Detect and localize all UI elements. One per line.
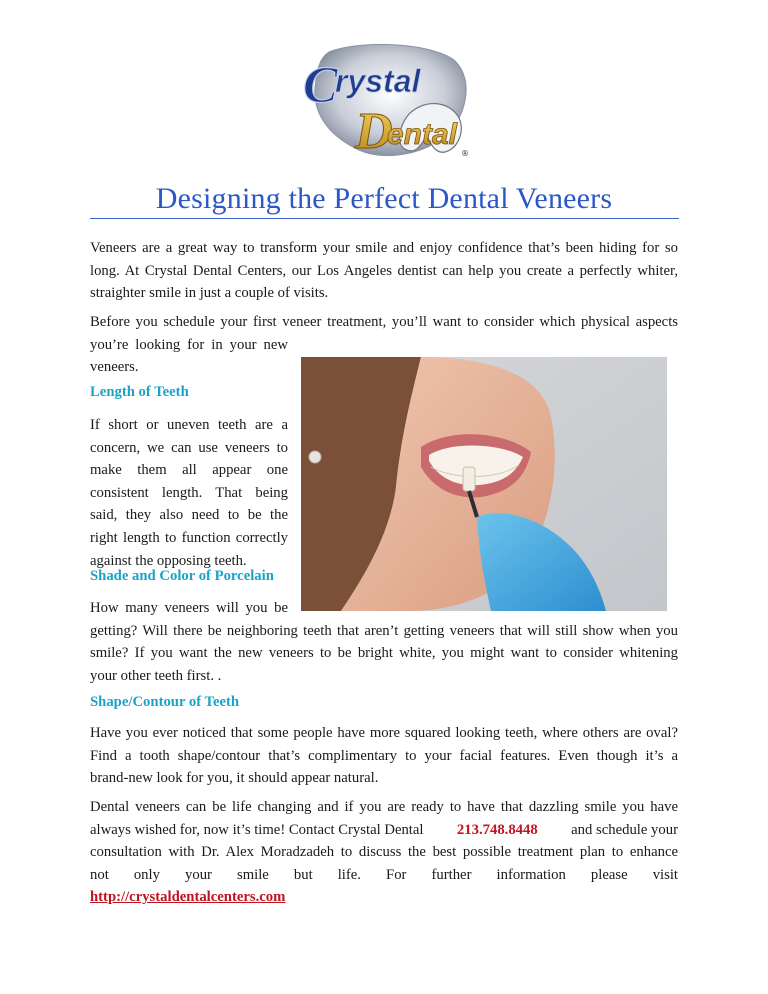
closing-line-1: Dental veneers can be life changing and if you are ready to have that dazzling smile you have bbox=[90, 799, 678, 815]
before-line-2: you’re looking for in your new bbox=[90, 336, 288, 353]
logo-registered-mark: ® bbox=[461, 149, 469, 158]
phone-number[interactable]: 213.748.8448 bbox=[456, 821, 538, 838]
closing-line-2-end: and schedule your bbox=[571, 821, 678, 838]
heading-length-of-teeth: Length of Teeth bbox=[90, 384, 189, 400]
website-link[interactable]: http://crystaldentalcenters.com bbox=[90, 889, 286, 906]
veneer-shade-photo bbox=[301, 357, 667, 611]
length-line-1: If short or uneven teeth are a bbox=[90, 417, 288, 433]
closing-line-2 bbox=[90, 819, 678, 842]
length-line-3: make them all appear one bbox=[90, 462, 288, 479]
shade-line-3: smile? If you want the new veneers to be bright white, you might want to consider whitening bbox=[90, 645, 678, 662]
shade-line-4: your other teeth first. . bbox=[90, 667, 222, 684]
length-line-6: right length to function correctly bbox=[90, 529, 288, 546]
shape-line-2: Find a tooth shape/contour that’s complimentary to your facial features. Even though it’s a bbox=[90, 747, 678, 764]
logo-word-crystal: rystal bbox=[335, 63, 421, 99]
closing-line-2-start: always wished for, now it’s time! Contact Crystal Dental bbox=[90, 821, 424, 838]
before-line-1: Before you schedule your first veneer treatment, you’ll want to consider which physical aspects bbox=[90, 314, 678, 330]
before-line-3: veneers. bbox=[90, 359, 139, 376]
heading-shade-and-color: Shade and Color of Porcelain bbox=[90, 568, 274, 584]
heading-shape-contour: Shape/Contour of Teeth bbox=[90, 694, 240, 710]
page-title: Designing the Perfect Dental Veneers bbox=[155, 182, 613, 215]
length-line-7: against the opposing teeth. bbox=[90, 552, 247, 569]
length-paragraph bbox=[90, 414, 288, 572]
intro-line-2: long. At Crystal Dental Centers, our Los Angeles dentist can help you create a perfectly whiter, bbox=[90, 262, 678, 279]
closing-paragraph bbox=[90, 796, 678, 909]
crystal-dental-logo bbox=[289, 44, 479, 162]
shape-paragraph bbox=[90, 722, 678, 790]
length-line-2: concern, we can use veneers to bbox=[90, 439, 288, 456]
intro-line-1: Veneers are a great way to transform your smile and enjoy confidence that’s been hiding for so bbox=[90, 240, 678, 256]
shape-line-1: Have you ever noticed that some people have more squared looking teeth, where others are oval? bbox=[90, 725, 678, 741]
logo-letter-c: C bbox=[303, 57, 338, 114]
shade-line-1: How many veneers will you be bbox=[90, 600, 288, 616]
title-divider bbox=[90, 218, 679, 219]
length-line-4: consistent length. That being bbox=[90, 484, 288, 501]
closing-line-4: not only your smile but life. For further information please visit bbox=[90, 866, 678, 883]
shade-line-2: getting? Will there be neighboring teeth that aren’t getting veneers that will still show when you bbox=[90, 622, 678, 639]
closing-line-3: consultation with Dr. Alex Moradzadeh to discuss the best possible treatment plan to enhance bbox=[90, 844, 678, 861]
intro-paragraph bbox=[90, 237, 678, 305]
shape-line-3: brand-new look for you, it should appear natural. bbox=[90, 770, 379, 787]
logo-letter-d: D bbox=[355, 103, 393, 160]
intro-line-3: straighter smile in just a couple of visits. bbox=[90, 285, 329, 302]
length-line-5: said, they also need to be the bbox=[90, 507, 288, 524]
logo-word-dental: ental bbox=[387, 118, 458, 151]
